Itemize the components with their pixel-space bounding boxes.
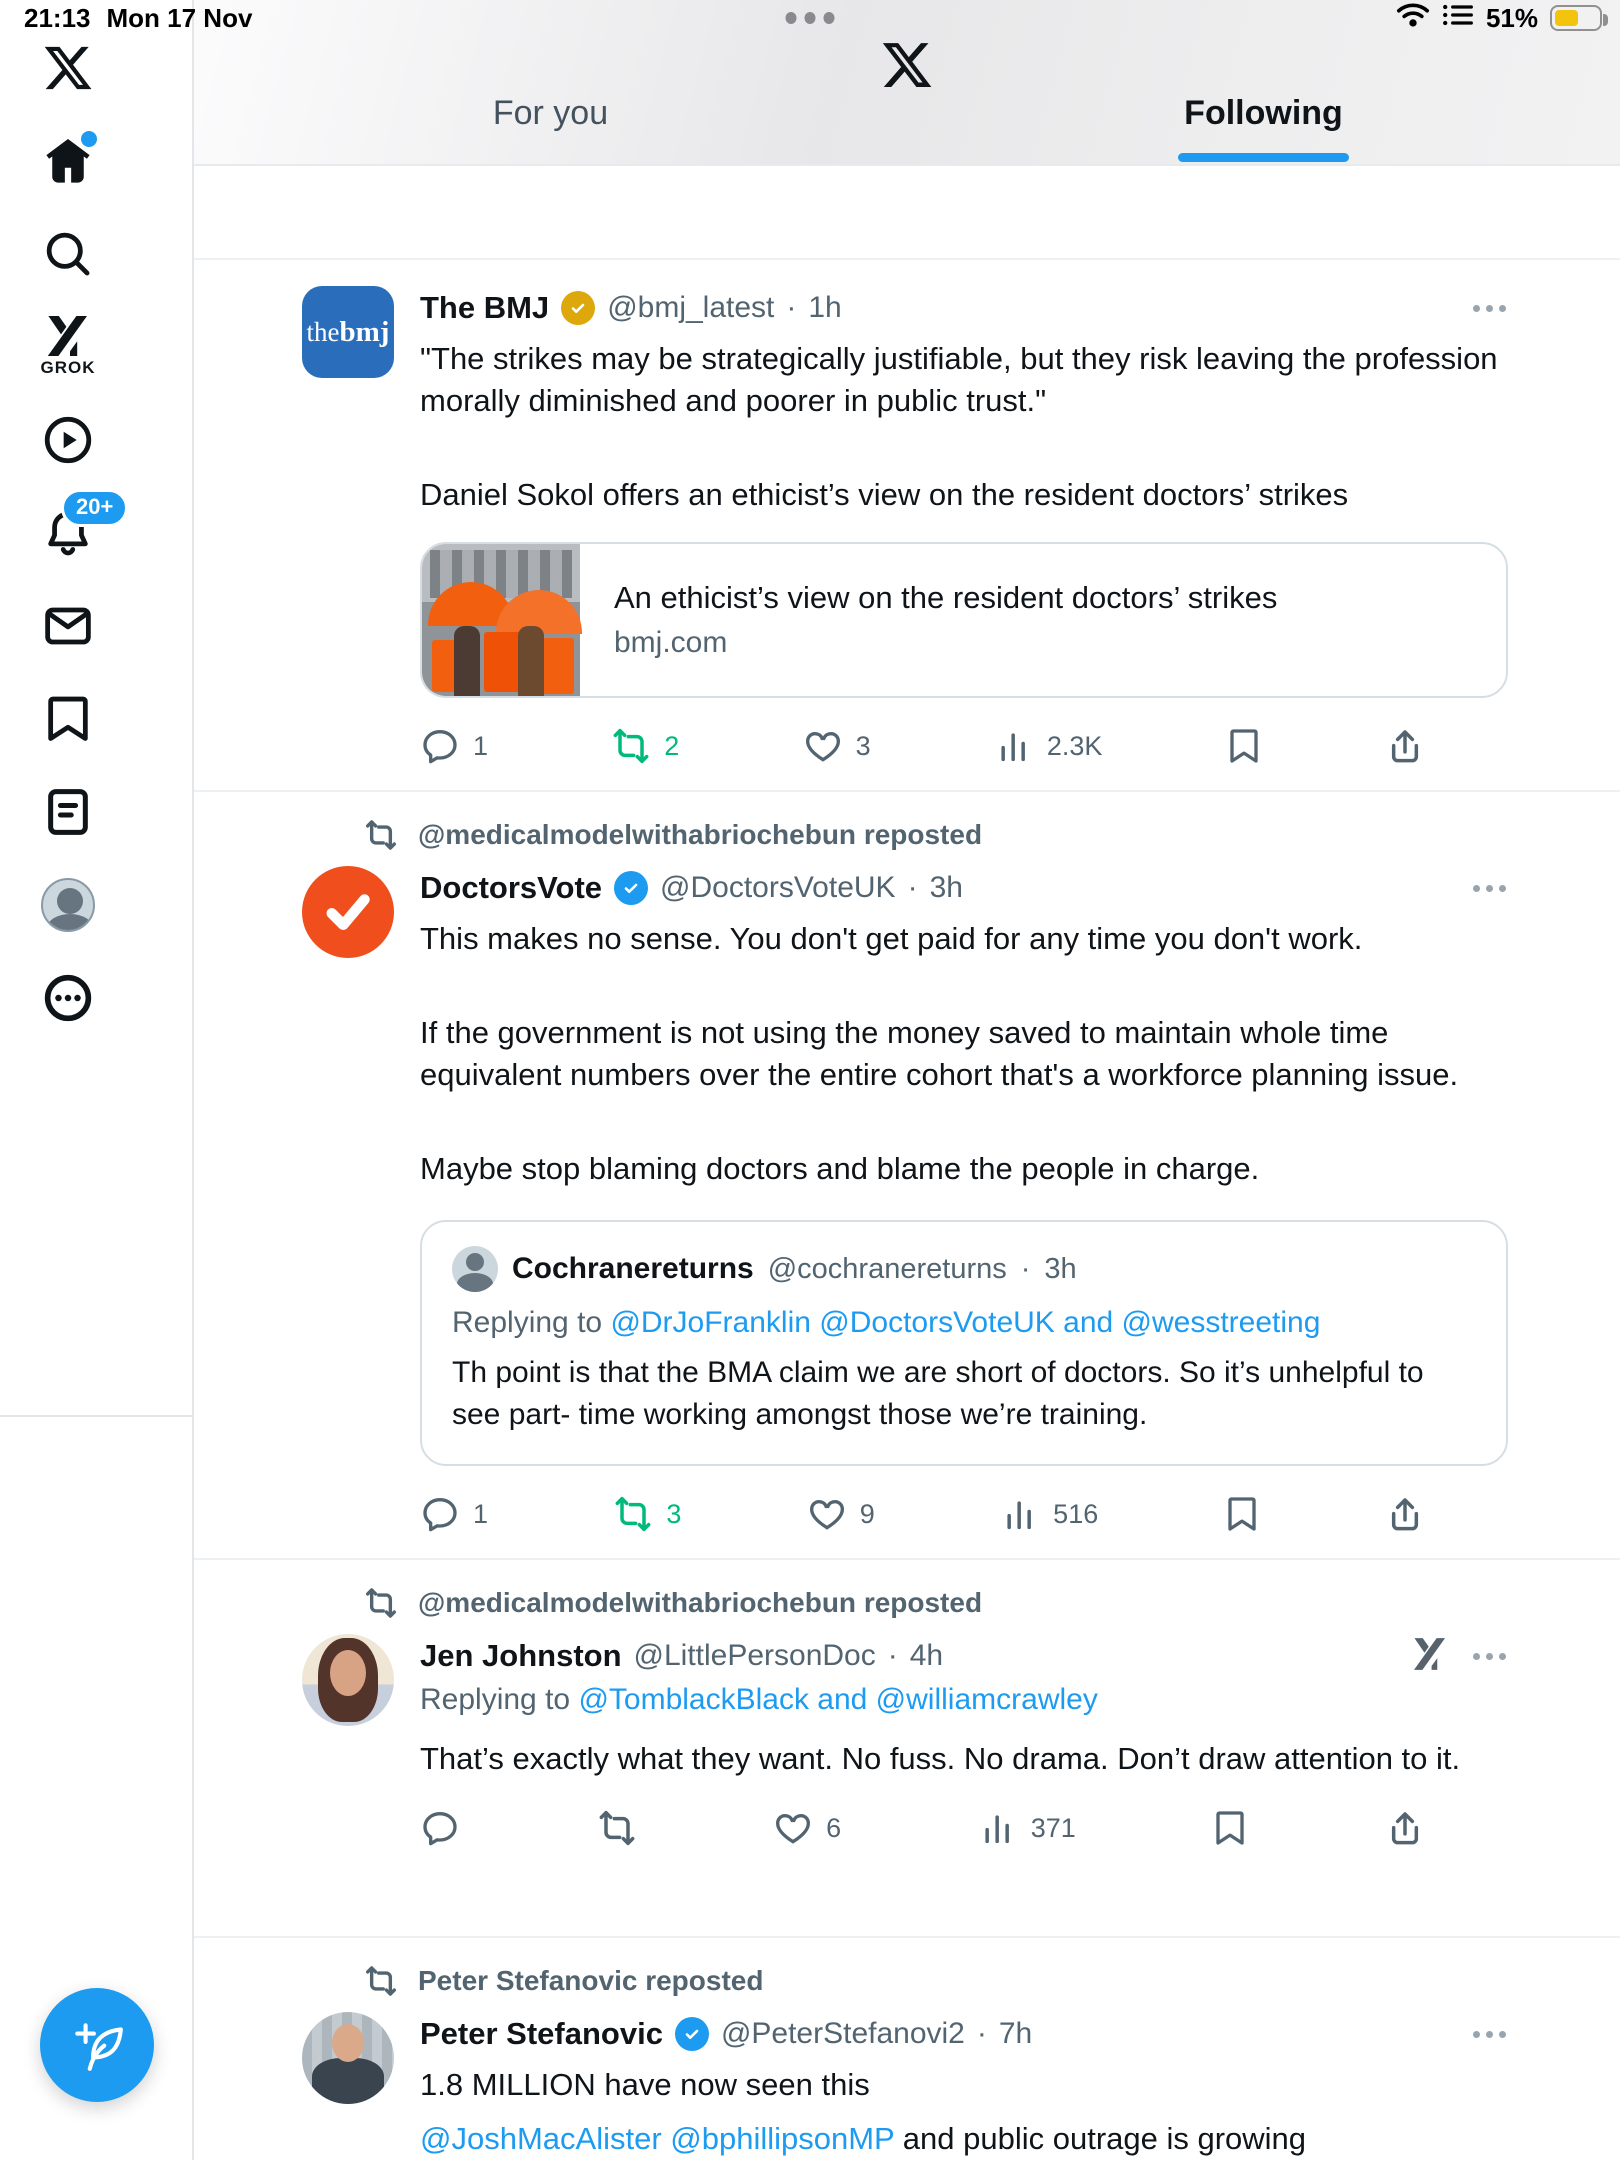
tweet-text: Daniel Sokol offers an ethicist’s view on the resident doctors’ strikes — [420, 477, 1349, 512]
reply-button[interactable] — [420, 1808, 460, 1848]
repost-button[interactable] — [613, 1494, 681, 1534]
sidebar-item-home[interactable] — [33, 129, 103, 193]
engagement-row — [420, 726, 1425, 766]
views-button[interactable] — [994, 726, 1103, 766]
compose-post-button[interactable] — [40, 1988, 154, 2102]
link-card-title: An ethicist’s view on the resident doctors’ strikes — [614, 580, 1278, 615]
compose-feather-icon — [68, 2016, 126, 2074]
tweet-doctorsvote[interactable] — [194, 790, 1620, 1558]
dot-separator: · — [1020, 1252, 1031, 1285]
repost-icon — [364, 1964, 398, 1998]
timeline-panel — [194, 0, 1620, 2160]
quote-text: Th point is that the BMA claim we are short of doctors. So it’s unhelpful to see part- time working amongst those we’re training. — [452, 1356, 1424, 1431]
views-count: 371 — [1030, 1812, 1076, 1843]
views-button[interactable] — [978, 1808, 1076, 1848]
dot-separator: · — [786, 291, 797, 324]
tweet-bmj[interactable] — [194, 258, 1620, 790]
author-name[interactable]: DoctorsVote — [420, 870, 603, 905]
author-name[interactable]: The BMJ — [420, 290, 550, 325]
repost-icon — [364, 1586, 398, 1620]
x-header-logo[interactable] — [880, 38, 934, 97]
quote-replying-line — [452, 1306, 1476, 1340]
like-count: 3 — [855, 730, 871, 761]
repost-header-text: @medicalmodelwithabriochebun reposted — [418, 819, 983, 850]
repost-count: 2 — [664, 730, 680, 761]
battery-icon — [1550, 5, 1602, 31]
dot-separator: · — [907, 871, 918, 904]
repost-header[interactable] — [364, 818, 1508, 852]
tweet-text: "The strikes may be strategically justifiable, but they risk leaving the profession morally diminished and poorer in public trust." — [420, 341, 1498, 418]
tweet-timestamp: 1h — [808, 291, 842, 324]
more-menu-icon[interactable] — [1471, 299, 1508, 318]
bulleted-list-status-icon — [1442, 2, 1474, 35]
bmj-logo-the: the — [306, 316, 340, 347]
tweet-timestamp: 4h — [909, 1639, 944, 1672]
tweet-text: Maybe stop blaming doctors and blame the people in charge. — [420, 1151, 1260, 1186]
more-menu-icon[interactable] — [1471, 1647, 1508, 1666]
engagement-row — [420, 1808, 1425, 1848]
tab-for-you-label: For you — [492, 94, 609, 132]
like-button[interactable] — [807, 1494, 875, 1534]
avatar-jen-johnston[interactable] — [302, 1634, 394, 1726]
link-card-bmj[interactable] — [420, 542, 1508, 698]
replying-mentions[interactable]: @TomblackBlack and @williamcrawley — [578, 1683, 1098, 1716]
grok-label: GROK — [40, 358, 96, 377]
tweet-timestamp: 7h — [998, 2017, 1033, 2050]
gold-verified-icon — [561, 291, 595, 325]
reply-button[interactable] — [420, 726, 488, 766]
sidebar-item-notifications[interactable] — [33, 494, 114, 565]
bmj-logo-bmj: bmj — [339, 315, 390, 348]
tweet-text: This makes no sense. You don't get paid for any time you don't work. — [420, 921, 1363, 956]
grok-actions-icon[interactable] — [1411, 1638, 1449, 1675]
tweet-text: That’s exactly what they want. No fuss. No drama. Don’t draw attention to it. — [420, 1741, 1461, 1776]
reply-count: 1 — [473, 1498, 489, 1529]
avatar-doctorsvote[interactable] — [302, 866, 394, 958]
share-button[interactable] — [1385, 726, 1425, 766]
author-name[interactable]: Jen Johnston — [420, 1638, 622, 1673]
status-date: Mon 17 Nov — [106, 2, 253, 33]
sidebar-item-search[interactable] — [33, 222, 103, 286]
repost-icon — [364, 818, 398, 852]
author-handle[interactable]: @bmj_latest — [607, 291, 775, 324]
repost-button[interactable] — [597, 1808, 637, 1848]
like-count: 9 — [859, 1498, 875, 1529]
feed-tabs — [194, 94, 1620, 164]
like-button[interactable] — [773, 1808, 841, 1848]
status-right — [1396, 2, 1602, 35]
views-button[interactable] — [1000, 1494, 1098, 1534]
bookmark-button[interactable] — [1226, 726, 1262, 766]
sidebar-item-profile[interactable] — [33, 873, 103, 937]
share-button[interactable] — [1385, 1494, 1425, 1534]
quote-author-name: Cochranereturns — [512, 1252, 754, 1285]
left-navigation-rail — [0, 0, 194, 2160]
wifi-icon — [1396, 2, 1430, 35]
quote-timestamp: 3h — [1044, 1252, 1077, 1285]
author-handle[interactable]: @DoctorsVoteUK — [660, 871, 896, 904]
repost-button[interactable] — [611, 726, 679, 766]
like-button[interactable] — [803, 726, 871, 766]
quoted-tweet[interactable] — [420, 1220, 1508, 1466]
replying-line — [420, 1680, 1508, 1720]
x-logo[interactable] — [33, 36, 103, 100]
avatar-cochranereturns — [452, 1246, 498, 1292]
tweet-mentions[interactable]: @JoshMacAlister @bphillipsonMP — [420, 2121, 895, 2156]
author-name[interactable]: Peter Stefanovic — [420, 2016, 663, 2051]
profile-avatar — [41, 878, 95, 932]
blue-verified-icon — [614, 871, 648, 905]
tweet-text: 1.8 MILLION have now seen this — [420, 2067, 870, 2102]
dot-separator: · — [887, 1639, 898, 1672]
reply-count: 1 — [473, 730, 489, 761]
notifications-badge: 20+ — [61, 489, 128, 527]
link-card-image — [422, 544, 580, 696]
status-time: 21:13 — [24, 2, 91, 33]
sidebar-item-more[interactable] — [33, 966, 103, 1030]
tab-following-label: Following — [1184, 94, 1343, 164]
repost-header-text: Peter Stefanovic reposted — [418, 1965, 764, 1996]
views-count: 516 — [1053, 1498, 1099, 1529]
battery-percent: 51% — [1485, 2, 1538, 33]
replying-prefix: Replying to — [420, 1683, 579, 1716]
link-card-domain: bmj.com — [614, 626, 728, 659]
tab-for-you[interactable] — [194, 94, 907, 164]
repost-header-text: @medicalmodelwithabriochebun reposted — [418, 1587, 983, 1618]
blue-verified-icon — [675, 2017, 709, 2051]
sidebar-item-lists[interactable] — [33, 780, 103, 844]
home-unread-dot — [81, 131, 97, 147]
bookmark-button[interactable] — [1224, 1494, 1260, 1534]
replying-mentions[interactable]: @DrJoFranklin @DoctorsVoteUK and @wesstreeting — [610, 1306, 1321, 1339]
sidebar-item-grok[interactable] — [33, 315, 103, 379]
tab-following[interactable] — [907, 94, 1620, 164]
dot-separator: · — [976, 2017, 987, 2050]
sidebar-divider — [0, 1415, 192, 1417]
tweet-timestamp: 3h — [929, 871, 963, 904]
tweet-peter-stefanovic[interactable] — [194, 1936, 1620, 2160]
status-time-date — [24, 3, 252, 34]
reply-button[interactable] — [420, 1494, 488, 1534]
repost-count: 3 — [666, 1498, 682, 1529]
avatar-peter-stefanovic[interactable] — [302, 2012, 394, 2104]
tweet-text-mentions — [420, 2118, 1508, 2160]
timeline — [194, 166, 1620, 2160]
avatar-the-bmj[interactable] — [302, 286, 394, 378]
repost-header[interactable] — [364, 1586, 1508, 1620]
repost-header[interactable] — [364, 1964, 1508, 1998]
replying-prefix: Replying to — [452, 1306, 611, 1339]
sidebar-item-messages[interactable] — [33, 594, 103, 658]
author-handle[interactable]: @PeterStefanovi2 — [720, 2017, 965, 2050]
share-button[interactable] — [1385, 1808, 1425, 1848]
multitasking-dots-icon[interactable] — [786, 12, 835, 24]
tweet-jen-johnston[interactable] — [194, 1558, 1620, 1936]
sidebar-item-video[interactable] — [33, 408, 103, 472]
more-menu-icon[interactable] — [1471, 2025, 1508, 2044]
grok-icon — [44, 316, 92, 356]
sidebar-item-bookmarks[interactable] — [33, 687, 103, 751]
tweet-text-rest: and public outrage is growing — [894, 2121, 1307, 2156]
status-bar — [0, 0, 1620, 36]
tweet-text: If the government is not using the money saved to maintain whole time equivalent numbers over the entire cohort that's a workforce planning issue. — [420, 1015, 1459, 1092]
bookmark-button[interactable] — [1212, 1808, 1248, 1848]
engagement-row — [420, 1494, 1425, 1534]
quote-author-handle: @cochranereturns — [767, 1252, 1007, 1285]
author-handle[interactable]: @LittlePersonDoc — [633, 1639, 876, 1672]
views-count: 2.3K — [1046, 730, 1103, 761]
more-menu-icon[interactable] — [1471, 879, 1508, 898]
like-count: 6 — [826, 1812, 842, 1843]
